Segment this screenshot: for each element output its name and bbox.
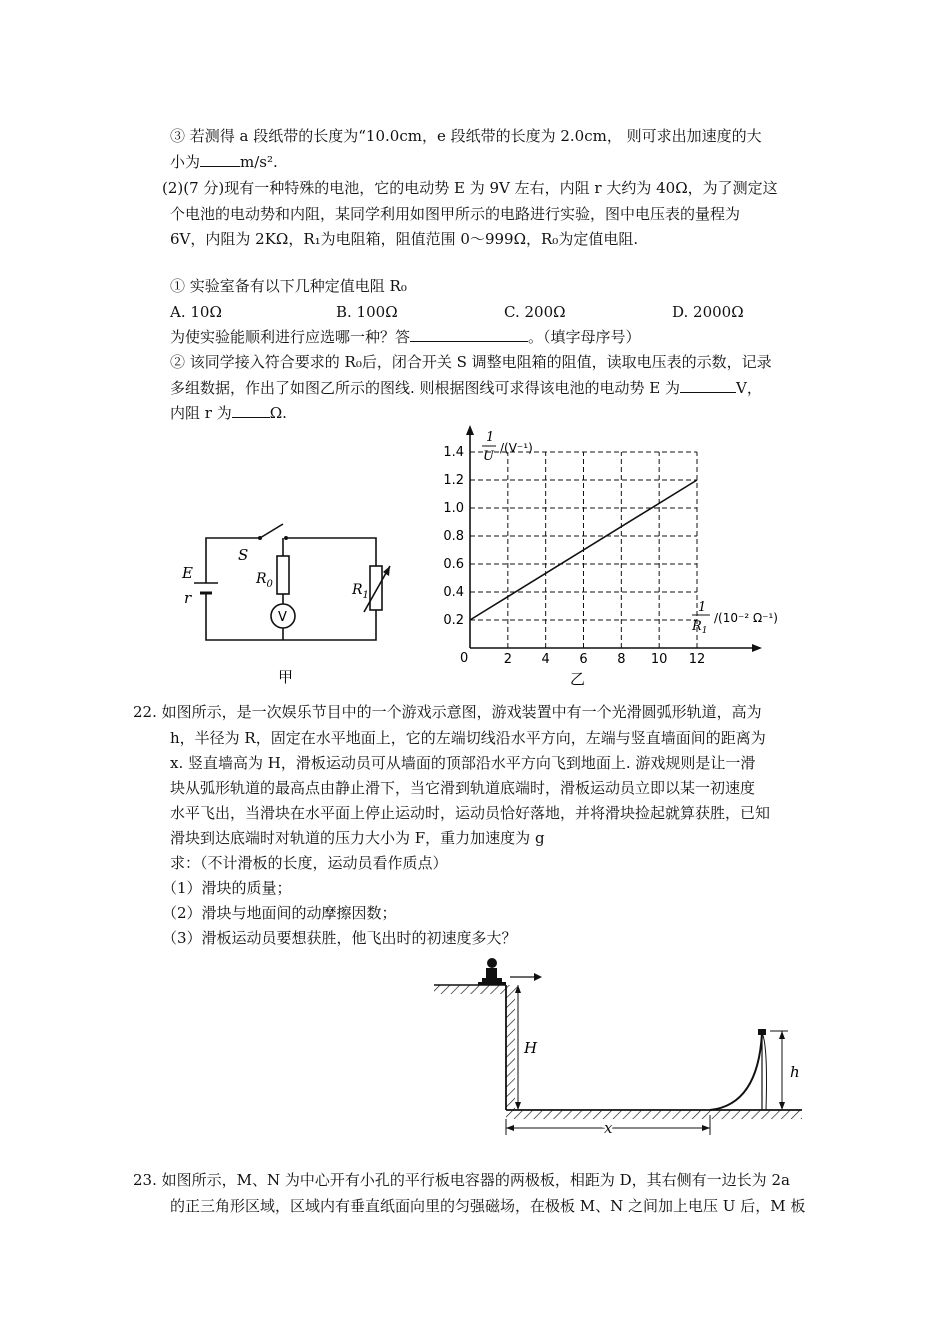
answer-blank-emf[interactable] — [680, 378, 736, 393]
circuit-wire-top-left — [206, 538, 260, 580]
resistor-r0 — [277, 556, 289, 594]
q21-sub2-text-b: V， — [736, 379, 762, 397]
x-label-numerator: 1 — [698, 600, 707, 615]
x-tick-label: 2 — [503, 652, 512, 667]
q23-line2: 的正三角形区域，区域内有垂直纸面向里的匀强磁场，在极板 M、N 之间加上电压 U 后，M 板 — [170, 1197, 806, 1215]
y-tick-label: 0.4 — [443, 585, 464, 600]
answer-blank-acceleration[interactable] — [200, 152, 240, 167]
y-label-numerator: 1 — [486, 430, 495, 445]
q22-line6: 滑块到达底端时对轨道的压力大小为 F，重力加速度为 g — [170, 829, 545, 847]
y-tick-label: 0.8 — [443, 529, 464, 544]
q22-line4: 块从弧形轨道的最高点由静止滑下，当它滑到轨道底端时，滑板运动员立即以某一初速度 — [170, 779, 756, 797]
voltmeter-label: V — [278, 610, 287, 625]
resistor-box-r1 — [370, 566, 382, 610]
slider-block — [758, 1029, 766, 1035]
q21-item3-line2 — [170, 152, 278, 172]
answer-blank-internal-resistance[interactable] — [232, 403, 270, 418]
circuit-caption: 甲 — [278, 668, 294, 686]
option-c: C. 200Ω — [504, 303, 566, 321]
label-r: r — [184, 589, 192, 607]
q21-sub2-text-c: 内阻 r 为 — [170, 404, 232, 422]
rheostat-arrow-head — [383, 566, 390, 576]
q22-question2: （2）滑块与地面间的动摩擦因数； — [162, 904, 397, 922]
option-a: A. 10Ω — [170, 303, 222, 321]
y-tick-label: 1.0 — [443, 501, 464, 516]
q22-line5: 水平飞出，当滑块在水平面上停止运动时，运动员恰好落地，并将滑块捡起就算获胜，已知 — [170, 804, 771, 822]
chart-axes — [470, 433, 752, 648]
label-wall-height: H — [524, 1039, 538, 1057]
q21-sub2-line3 — [170, 403, 287, 423]
skateboarder-figure — [478, 958, 506, 985]
q21-choose-line — [170, 327, 641, 347]
q21-sub2-line1: ② 该同学接入符合要求的 R₀后，闭合开关 S 调整电阻箱的阻值，读取电压表的示数，记录 — [170, 353, 772, 371]
q21-sub2-text-a: 多组数据，作出了如图乙所示的图线. 则根据图线可求得该电池的电动势 E 为 — [170, 379, 681, 397]
y-tick-label: 1.2 — [443, 473, 464, 488]
label-s: S — [238, 546, 249, 564]
label-e: E — [182, 564, 193, 582]
label-r0: $R_0$ — [256, 571, 273, 590]
x-tick-label: 8 — [617, 652, 626, 667]
q21-item3-text-a: 小为 — [170, 153, 201, 171]
y-tick-label: 0.6 — [443, 557, 464, 572]
wall-hatch — [506, 994, 515, 1110]
graph-inverse-u-vs-inverse-r1 — [430, 425, 778, 690]
x-tick-label: 10 — [650, 652, 668, 667]
q21-part2-line1: (2)(7 分)现有一种特殊的电池，它的电动势 E 为 9V 左右，内阻 r 大约为 40Ω，为了测定这 — [162, 179, 778, 197]
switch-s — [260, 524, 283, 538]
y-label-denominator: U — [483, 449, 494, 464]
q22-line3: x. 竖直墙高为 H，滑板运动员可从墙面的顶部沿水平方向飞到地面上. 游戏规则是让一滑 — [170, 754, 756, 772]
x-tick-label: 6 — [579, 652, 588, 667]
q21-sub2-line2 — [170, 378, 762, 398]
game-setup-figure — [430, 955, 810, 1140]
q21-sub1: ① 实验室备有以下几种定值电阻 R₀ — [170, 277, 407, 295]
label-track-height: h — [790, 1063, 800, 1081]
q22-line7: 求：（不计滑板的长度，运动员看作质点） — [170, 854, 448, 872]
q21-item3-text-b: m/s². — [240, 153, 278, 171]
y-tick-label: 0.2 — [443, 613, 464, 628]
y-label-unit: /(V⁻¹) — [500, 441, 533, 455]
q21-item3-line1: ③ 若测得 a 段纸带的长度为“10.0cm，e 段纸带的长度为 2.0cm， 则可求出加速度的大 — [170, 127, 762, 145]
q21-choose-text-a: 为使实验能顺利进行应选哪一种？答 — [170, 328, 411, 346]
answer-blank-resistor[interactable] — [410, 327, 528, 342]
q21-sub2-text-d: Ω. — [269, 404, 287, 422]
q22-line2: h，半径为 R，固定在水平地面上，它的左端切线沿水平方向，左端与竖直墙面间的距离为 — [170, 729, 766, 747]
q22-question1: （1）滑块的质量； — [162, 879, 292, 897]
y-axis-arrow — [466, 425, 474, 435]
arc-track — [710, 1033, 762, 1110]
circuit-diagram — [170, 500, 400, 690]
x-label-denominator: $R_1$ — [692, 619, 708, 636]
y-tick-label: 1.4 — [443, 445, 464, 460]
q21-part2-line3: 6V，内阻为 2KΩ，R₁为电阻箱，阻值范围 0～999Ω，R₀为定值电阻. — [170, 230, 639, 248]
option-b: B. 100Ω — [336, 303, 398, 321]
label-r1: $R_1$ — [352, 582, 369, 601]
x-label-unit: /(10⁻² Ω⁻¹) — [714, 611, 778, 625]
q21-part2-line2: 个电池的电动势和内阻，某同学利用如图甲所示的电路进行实验，图中电压表的量程为 — [170, 205, 741, 223]
ground-hatch — [506, 1110, 802, 1119]
chart-caption: 乙 — [570, 670, 586, 688]
option-d: D. 2000Ω — [672, 303, 744, 321]
q22-question3: （3）滑板运动员要想获胜，他飞出时的初速度多大？ — [162, 929, 517, 947]
label-distance: x — [604, 1119, 613, 1137]
x-tick-label: 12 — [688, 652, 706, 667]
q22-line1: 22. 如图所示，是一次娱乐节目中的一个游戏示意图，游戏装置中有一个光滑圆弧形轨道，高为 — [133, 703, 762, 721]
origin-label: 0 — [460, 651, 469, 666]
q21-choose-text-b: 。（填字母序号） — [528, 328, 641, 346]
x-axis-arrow — [752, 644, 762, 652]
q23-line1: 23. 如图所示，M、N 为中心开有小孔的平行板电容器的两极板，相距为 D，其右侧有一边长为 2a — [133, 1171, 790, 1189]
x-tick-label: 4 — [541, 652, 550, 667]
